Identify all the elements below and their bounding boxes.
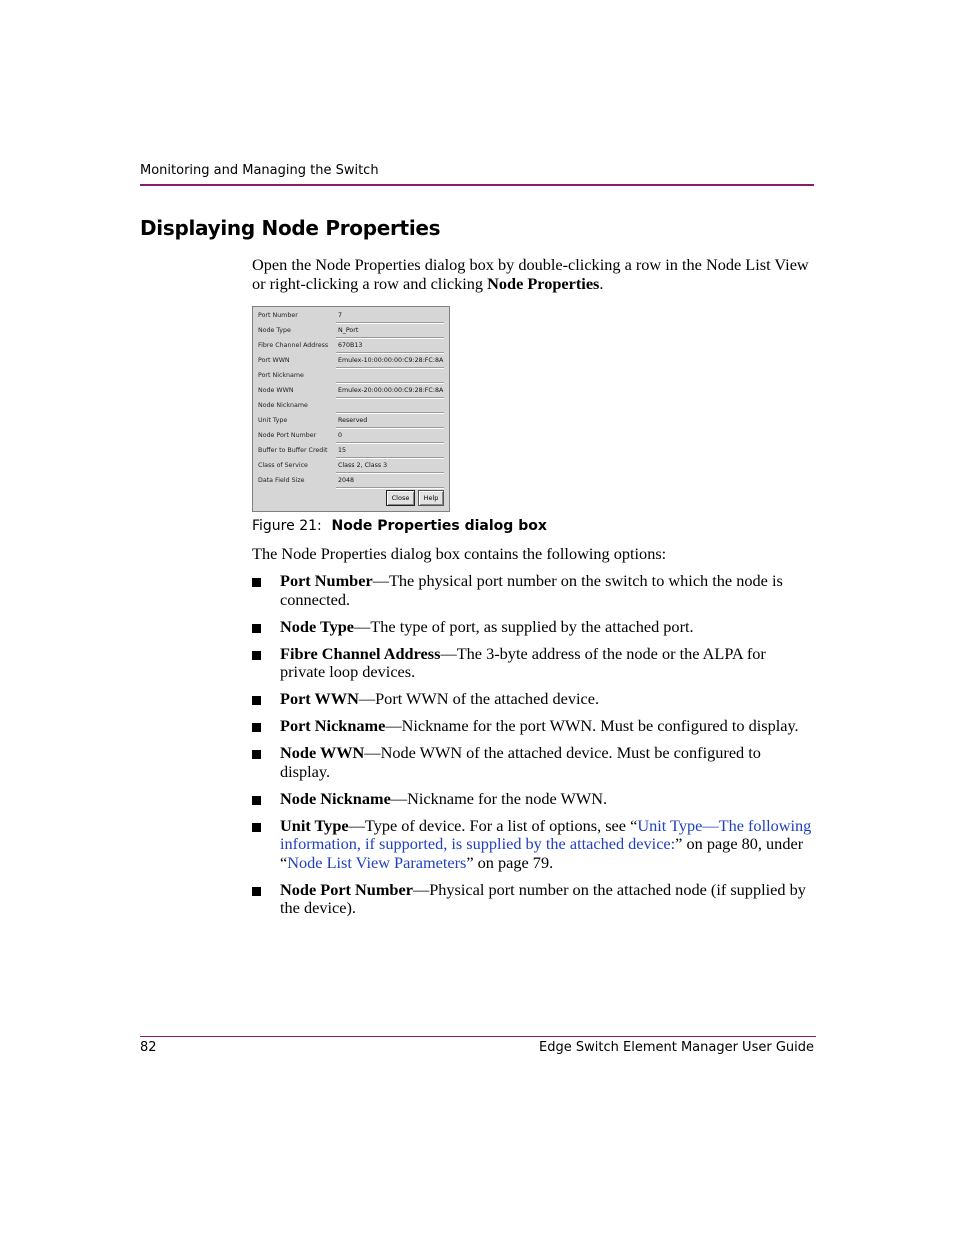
footer-rule — [140, 1036, 816, 1037]
row-value-text: N_Port — [338, 327, 359, 334]
row-label: Port Number — [258, 312, 298, 319]
dialog-row-port-wwn — [257, 355, 445, 370]
node-properties-dialog — [252, 306, 450, 512]
header-rule — [140, 184, 814, 186]
dialog-row-class-of-service — [257, 460, 445, 475]
row-value — [336, 370, 444, 384]
figure-caption-text: Node Properties dialog box — [331, 518, 547, 534]
option-term: Node WWN — [280, 743, 365, 762]
option-desc-tail: ” on page 79. — [466, 852, 554, 872]
bullet-square-icon — [252, 887, 261, 896]
row-value-text: 15 — [338, 447, 347, 454]
options-list — [252, 572, 814, 926]
row-label: Port WWN — [258, 357, 290, 364]
bullet-square-icon — [252, 723, 261, 732]
row-value-text: Emulex-20:00:00:00:C9:28:FC:8A — [338, 387, 444, 394]
row-value — [336, 430, 444, 444]
intro-bold: Node Properties — [487, 273, 600, 293]
row-label: Unit Type — [258, 417, 288, 424]
row-value — [336, 415, 444, 429]
bullet-square-icon — [252, 624, 261, 633]
unit-type-link[interactable]: Unit Type—The following information, if supported, is supplied by the attached device: — [280, 815, 812, 853]
row-value-text: 2048 — [338, 477, 355, 484]
figure-number: Figure 21: — [252, 518, 322, 534]
dialog-row-bb-credit — [257, 445, 445, 460]
list-item — [252, 645, 814, 682]
option-desc: —Physical port number on the attached node (if supplied by the device). — [280, 879, 806, 917]
help-button[interactable]: Help — [418, 490, 444, 506]
row-label: Node Type — [258, 327, 291, 334]
row-label: Node Port Number — [258, 432, 317, 439]
bullet-square-icon — [252, 696, 261, 705]
option-desc: —Type of device. For a list of options, see “ — [348, 815, 638, 835]
row-label: Node WWN — [258, 387, 294, 394]
dialog-row-data-field-size — [257, 475, 445, 490]
row-label: Node Nickname — [258, 402, 308, 409]
section-title: Displaying Node Properties — [140, 216, 441, 240]
bullet-square-icon — [252, 823, 261, 832]
row-value — [336, 445, 444, 459]
row-value — [336, 400, 444, 414]
row-value-text: Class 2, Class 3 — [338, 462, 388, 469]
row-value-text: Emulex-10:00:00:00:C9:28:FC:8A — [338, 357, 444, 364]
dialog-row-node-type — [257, 325, 445, 340]
option-term: Fibre Channel Address — [280, 643, 441, 663]
option-term: Port Number — [280, 571, 373, 590]
option-desc: —Nickname for the port WWN. Must be configured to display. — [385, 716, 799, 735]
row-label: Class of Service — [258, 462, 308, 469]
option-term: Unit Type — [280, 815, 349, 835]
option-desc: —Port WWN of the attached device. — [358, 689, 600, 708]
dialog-row-node-port-number — [257, 430, 445, 445]
list-item — [252, 881, 814, 918]
option-desc: —The physical port number on the switch to which the node is connected. — [280, 571, 783, 609]
row-value — [336, 460, 444, 474]
list-item — [252, 817, 814, 873]
page-number: 82 — [140, 1040, 157, 1055]
row-value — [336, 355, 444, 369]
option-desc: —The 3-byte address of the node or the ALPA for private loop devices. — [280, 643, 766, 681]
option-desc: —The type of port, as supplied by the attached port. — [354, 616, 694, 636]
row-label: Buffer to Buffer Credit — [258, 447, 328, 454]
dialog-row-unit-type — [257, 415, 445, 430]
row-value — [336, 340, 444, 354]
row-label: Fibre Channel Address — [258, 342, 329, 349]
list-item — [252, 690, 814, 709]
bullet-square-icon — [252, 750, 261, 759]
list-item — [252, 618, 814, 637]
row-value — [336, 475, 444, 489]
list-item — [252, 790, 814, 809]
dialog-row-node-wwn — [257, 385, 445, 400]
dialog-row-fc-address — [257, 340, 445, 355]
figure-caption — [252, 518, 547, 534]
running-header: Monitoring and Managing the Switch — [140, 163, 379, 178]
row-label: Data Field Size — [258, 477, 305, 484]
option-term: Node Nickname — [280, 788, 391, 808]
bullet-square-icon — [252, 796, 261, 805]
row-value-text: 0 — [338, 432, 343, 439]
option-term: Port WWN — [280, 689, 359, 708]
row-value — [336, 325, 444, 339]
row-label: Port Nickname — [258, 372, 304, 379]
dialog-row-port-nickname — [257, 370, 445, 385]
list-item — [252, 717, 814, 736]
row-value-text: 670B13 — [338, 342, 363, 349]
intro-paragraph — [252, 256, 812, 293]
option-term: Node Port Number — [280, 879, 413, 899]
document-title: Edge Switch Element Manager User Guide — [539, 1040, 814, 1055]
bullet-square-icon — [252, 578, 261, 587]
node-list-view-parameters-link[interactable]: Node List View Parameters — [287, 852, 467, 872]
option-desc: —Nickname for the node WWN. — [390, 788, 608, 808]
bullet-square-icon — [252, 651, 261, 660]
row-value — [336, 310, 444, 324]
dialog-row-node-nickname — [257, 400, 445, 415]
list-item — [252, 572, 814, 609]
row-value-text: 7 — [338, 312, 343, 319]
dialog-row-port-number — [257, 310, 445, 325]
close-button[interactable]: Close — [386, 490, 415, 506]
option-term: Node Type — [280, 616, 355, 636]
list-item — [252, 744, 814, 781]
intro-tail: . — [599, 273, 604, 293]
option-term: Port Nickname — [280, 716, 386, 735]
intro-text: Open the Node Properties dialog box by double-clicking a row in the Node List View or right-clicking a row and clicking — [252, 255, 809, 293]
options-intro: The Node Properties dialog box contains the following options: — [252, 544, 667, 563]
row-value — [336, 385, 444, 399]
option-desc-mid: ” on page 80, under “ — [280, 834, 804, 872]
row-value-text: Reserved — [338, 417, 368, 424]
option-desc: —Node WWN of the attached device. Must be configured to display. — [280, 743, 761, 781]
